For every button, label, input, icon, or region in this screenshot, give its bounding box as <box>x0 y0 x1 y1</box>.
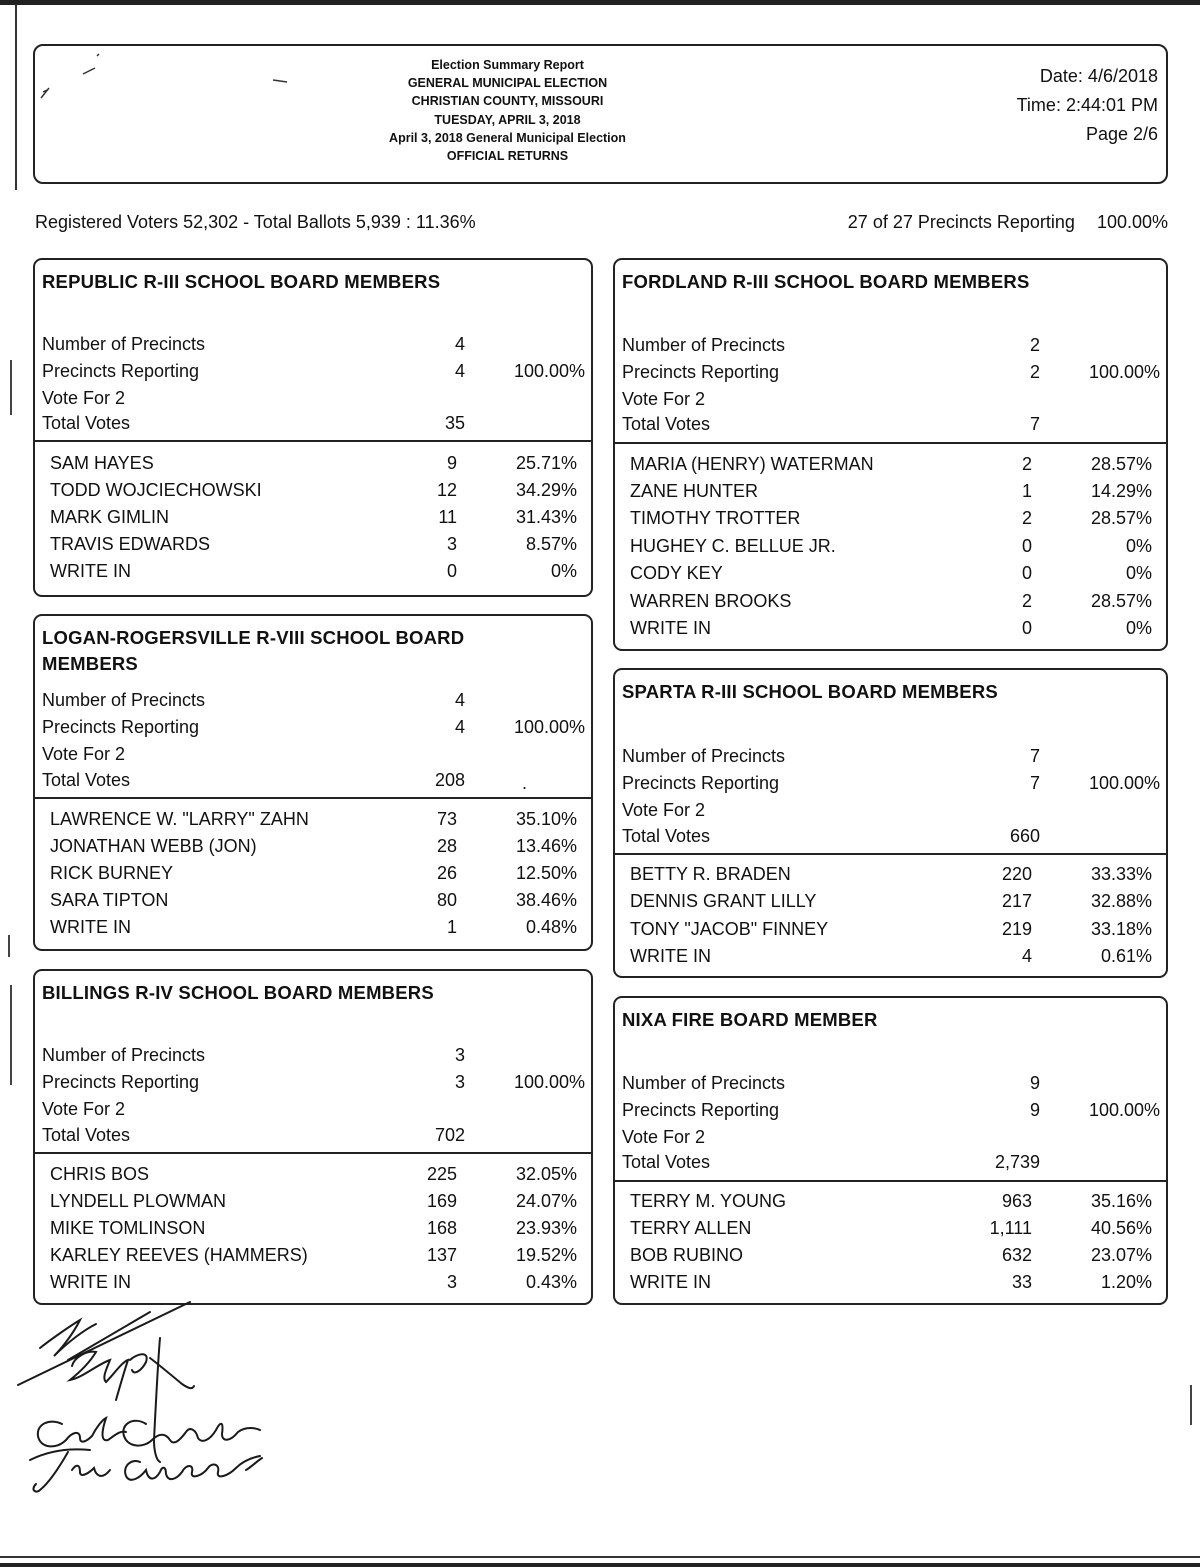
number-of-precincts-row <box>622 332 1166 358</box>
candidate-votes: 73 <box>436 809 457 829</box>
precincts-reporting-row <box>42 1069 591 1095</box>
candidate-row <box>630 533 1166 560</box>
candidate-votes: 26 <box>436 863 457 883</box>
candidate-percent: 35.10% <box>515 809 577 829</box>
candidate-percent: 23.93% <box>515 1218 577 1238</box>
race-title: NIXA FIRE BOARD MEMBER <box>622 1009 878 1030</box>
candidate-percent: 0.48% <box>525 917 577 937</box>
precincts-reporting-row <box>42 358 591 384</box>
candidate-name: WRITE IN <box>630 946 711 966</box>
candidate-name: JONATHAN WEBB (JON) <box>50 836 257 856</box>
candidate-row <box>630 916 1166 943</box>
candidate-votes: 4 <box>1021 946 1032 966</box>
stat-value: 35 <box>444 413 465 433</box>
stat-label: Precincts Reporting <box>42 1072 200 1092</box>
vote-for-row <box>622 1124 1166 1150</box>
candidate-name: MIKE TOMLINSON <box>50 1218 206 1238</box>
candidate-votes: 217 <box>1001 891 1032 911</box>
candidate-name: TERRY ALLEN <box>630 1218 752 1238</box>
total-votes-row <box>622 411 1166 437</box>
candidate-row <box>630 1269 1166 1296</box>
candidate-votes: 632 <box>1001 1245 1032 1265</box>
number-of-precincts-row <box>42 331 591 357</box>
stat-label: Number of Precincts <box>42 690 206 710</box>
precincts-reporting-row <box>622 770 1166 796</box>
total-votes-row <box>42 410 591 436</box>
candidate-name: BETTY R. BRADEN <box>630 864 791 884</box>
candidate-votes: 11 <box>438 507 457 527</box>
candidate-row <box>50 477 591 504</box>
candidate-votes: 12 <box>436 480 457 500</box>
candidate-votes: 168 <box>426 1218 457 1238</box>
scan-tick <box>10 985 12 1085</box>
candidate-percent: 38.46% <box>515 890 577 910</box>
candidate-percent: 31.43% <box>515 507 577 527</box>
candidate-votes: 0 <box>1021 536 1032 556</box>
scan-border-bottom-thick <box>0 1563 1200 1567</box>
candidate-percent: 1.20% <box>1100 1272 1152 1292</box>
candidate-percent: 12.50% <box>515 863 577 883</box>
candidate-percent: 0% <box>1125 563 1152 583</box>
stat-label: Total Votes <box>622 1152 711 1172</box>
candidate-row <box>630 615 1166 642</box>
candidate-votes: 3 <box>446 1272 457 1292</box>
stat-value: 9 <box>1029 1100 1040 1120</box>
candidate-name: WRITE IN <box>630 1272 711 1292</box>
candidate-name: KARLEY REEVES (HAMMERS) <box>50 1245 308 1265</box>
stat-label: Total Votes <box>42 1125 131 1145</box>
handwritten-signatures <box>10 1300 310 1500</box>
candidate-percent: 23.07% <box>1090 1245 1152 1265</box>
stat-percent: 100.00% <box>1088 362 1160 382</box>
stat-value: 7 <box>1029 414 1040 434</box>
candidate-name: TIMOTHY TROTTER <box>630 508 801 528</box>
candidate-row <box>50 1215 591 1242</box>
stat-value: 702 <box>434 1125 465 1145</box>
candidate-name: TRAVIS EDWARDS <box>50 534 211 554</box>
candidate-name: LAWRENCE W. "LARRY" ZAHN <box>50 809 309 829</box>
signature-3 <box>30 1449 262 1491</box>
scan-tick <box>8 935 10 957</box>
total-votes-row <box>622 823 1166 849</box>
precincts-reporting-summary <box>848 212 1168 233</box>
candidate-row <box>630 560 1166 587</box>
candidate-percent: 33.18% <box>1090 919 1152 939</box>
total-votes-row <box>42 767 591 793</box>
stat-value: 4 <box>454 717 465 737</box>
candidate-name: LYNDELL PLOWMAN <box>50 1191 227 1211</box>
report-page: Page 2/6 <box>1085 124 1158 144</box>
candidate-percent: 13.46% <box>515 836 577 856</box>
candidate-votes: 9 <box>446 453 457 473</box>
candidate-row <box>50 1188 591 1215</box>
scan-border-bottom <box>0 1556 1200 1558</box>
report-title-line: Election Summary Report <box>431 58 584 72</box>
stat-value: 4 <box>454 361 465 381</box>
stat-percent: 100.00% <box>513 361 585 381</box>
total-votes-row <box>622 1149 1166 1175</box>
candidate-row <box>630 478 1166 505</box>
candidate-percent: 35.16% <box>1090 1191 1152 1211</box>
vote-for-row <box>42 741 591 767</box>
candidate-percent: 28.57% <box>1090 591 1152 611</box>
stat-value: 208 <box>434 770 465 790</box>
candidate-votes: 137 <box>426 1245 457 1265</box>
stat-value: 9 <box>1029 1073 1040 1093</box>
candidate-percent: 32.88% <box>1090 891 1152 911</box>
candidate-votes: 2 <box>1021 508 1032 528</box>
stat-percent: 100.00% <box>513 1072 585 1092</box>
candidate-name: MARK GIMLIN <box>50 507 170 527</box>
stat-value: 7 <box>1029 746 1040 766</box>
candidate-name: WRITE IN <box>50 917 131 937</box>
divider <box>615 442 1166 444</box>
scan-tick <box>1190 1385 1192 1425</box>
candidate-row <box>50 531 591 558</box>
race-title: LOGAN-ROGERSVILLE R-VIII SCHOOL BOARD MEMBERS <box>42 627 465 674</box>
precincts-reporting-text: 27 of 27 Precincts Reporting <box>847 212 1075 232</box>
candidate-row <box>630 451 1166 478</box>
candidate-row <box>630 1242 1166 1269</box>
candidate-row <box>630 505 1166 532</box>
candidate-row <box>50 887 591 914</box>
registered-voters-summary: Registered Voters 52,302 - Total Ballots 5,939 : 11.36% <box>35 212 476 232</box>
stat-label: Number of Precincts <box>622 335 786 355</box>
candidate-name: CODY KEY <box>630 563 723 583</box>
report-title-line: TUESDAY, APRIL 3, 2018 <box>434 112 581 127</box>
race-billings <box>33 969 593 1305</box>
candidate-row <box>50 558 591 585</box>
vote-for-row <box>622 797 1166 823</box>
candidate-percent: 19.52% <box>515 1245 577 1265</box>
candidate-name: BOB RUBINO <box>630 1245 744 1265</box>
stray-mark: . <box>521 773 527 793</box>
stat-percent: 100.00% <box>513 717 585 737</box>
stat-label: Total Votes <box>42 413 131 433</box>
race-republic <box>33 258 593 597</box>
divider <box>615 1180 1166 1182</box>
stat-value: 2,739 <box>994 1152 1040 1172</box>
candidate-votes: 1,111 <box>989 1218 1032 1238</box>
stat-value: 660 <box>1009 826 1040 846</box>
vote-for-row <box>622 386 1166 412</box>
candidate-percent: 32.05% <box>515 1164 577 1184</box>
candidate-votes: 1 <box>446 917 457 937</box>
candidate-votes: 3 <box>446 534 457 554</box>
candidate-votes: 963 <box>1001 1191 1032 1211</box>
scan-border-top <box>0 0 1200 5</box>
stat-label: Vote For 2 <box>42 1099 126 1119</box>
stat-value: 3 <box>454 1045 465 1065</box>
candidate-row <box>630 861 1166 888</box>
report-title-block <box>335 56 680 165</box>
total-votes-row <box>42 1122 591 1148</box>
candidate-votes: 28 <box>436 836 457 856</box>
stat-label: Precincts Reporting <box>622 773 780 793</box>
divider <box>615 853 1166 855</box>
divider <box>35 1152 591 1154</box>
divider <box>35 797 591 799</box>
candidate-votes: 0 <box>1021 563 1032 583</box>
candidate-name: RICK BURNEY <box>50 863 174 883</box>
candidate-votes: 2 <box>1021 591 1032 611</box>
precincts-reporting-pct: 100.00% <box>1096 212 1168 232</box>
report-header <box>33 44 1168 184</box>
race-title: SPARTA R-III SCHOOL BOARD MEMBERS <box>622 681 998 702</box>
candidate-name: DENNIS GRANT LILLY <box>630 891 817 911</box>
vote-for-row <box>42 385 591 411</box>
stat-value: 4 <box>454 690 465 710</box>
race-fordland <box>613 258 1168 651</box>
stat-label: Number of Precincts <box>622 1073 786 1093</box>
race-title: BILLINGS R-IV SCHOOL BOARD MEMBERS <box>42 982 434 1003</box>
candidate-votes: 220 <box>1001 864 1032 884</box>
stat-label: Precincts Reporting <box>622 362 780 382</box>
report-time: Time: 2:44:01 PM <box>1016 95 1158 115</box>
candidate-percent: 40.56% <box>1090 1218 1152 1238</box>
candidate-votes: 33 <box>1011 1272 1032 1292</box>
stat-label: Total Votes <box>622 414 711 434</box>
candidate-row <box>630 1188 1166 1215</box>
report-title-line: GENERAL MUNICIPAL ELECTION <box>407 76 608 91</box>
candidate-percent: 0.43% <box>525 1272 577 1292</box>
stat-label: Total Votes <box>622 826 711 846</box>
candidate-name: TONY "JACOB" FINNEY <box>630 919 829 939</box>
stat-value: 2 <box>1029 335 1040 355</box>
scan-border-left <box>15 5 17 190</box>
candidate-percent: 28.57% <box>1090 508 1152 528</box>
vote-for-row <box>42 1096 591 1122</box>
candidate-row <box>50 1269 591 1296</box>
stat-label: Vote For 2 <box>42 744 126 764</box>
candidate-name: WRITE IN <box>630 618 711 638</box>
candidate-percent: 0% <box>1125 618 1152 638</box>
candidate-row <box>630 943 1166 970</box>
scan-marks <box>35 46 335 126</box>
candidate-votes: 2 <box>1021 454 1032 474</box>
report-title-line: CHRISTIAN COUNTY, MISSOURI <box>411 94 604 109</box>
number-of-precincts-row <box>42 687 591 713</box>
stat-value: 3 <box>454 1072 465 1092</box>
candidate-votes: 0 <box>446 561 457 581</box>
candidate-row <box>50 833 591 860</box>
candidate-percent: 33.33% <box>1090 864 1152 884</box>
candidate-name: TERRY M. YOUNG <box>630 1191 787 1211</box>
candidate-percent: 0.61% <box>1100 946 1152 966</box>
candidate-name: TODD WOJCIECHOWSKI <box>50 480 262 500</box>
candidate-row <box>50 504 591 531</box>
candidate-name: CHRIS BOS <box>50 1164 150 1184</box>
stat-label: Precincts Reporting <box>42 717 200 737</box>
report-date: Date: 4/6/2018 <box>1039 66 1158 86</box>
candidate-name: ZANE HUNTER <box>630 481 759 501</box>
candidate-name: WARREN BROOKS <box>630 591 792 611</box>
candidate-row <box>50 860 591 887</box>
candidate-percent: 24.07% <box>515 1191 577 1211</box>
number-of-precincts-row <box>42 1042 591 1068</box>
candidate-name: HUGHEY C. BELLUE JR. <box>630 536 836 556</box>
stat-label: Vote For 2 <box>622 800 706 820</box>
candidate-percent: 14.29% <box>1090 481 1152 501</box>
race-title: REPUBLIC R-III SCHOOL BOARD MEMBERS <box>42 271 441 292</box>
stat-value: 4 <box>454 334 465 354</box>
candidate-percent: 28.57% <box>1090 454 1152 474</box>
divider <box>35 440 591 442</box>
candidate-name: MARIA (HENRY) WATERMAN <box>630 454 874 474</box>
stat-label: Precincts Reporting <box>42 361 200 381</box>
stat-label: Vote For 2 <box>622 1127 706 1147</box>
candidate-name: WRITE IN <box>50 561 131 581</box>
stat-label: Number of Precincts <box>42 1045 206 1065</box>
report-title-line: OFFICIAL RETURNS <box>446 149 569 164</box>
stat-label: Vote For 2 <box>622 389 706 409</box>
stat-percent: 100.00% <box>1088 773 1160 793</box>
precincts-reporting-row <box>622 359 1166 385</box>
candidate-row <box>50 806 591 833</box>
candidate-votes: 169 <box>426 1191 457 1211</box>
race-logan-rogersville <box>33 614 593 951</box>
race-nixa-fire <box>613 996 1168 1305</box>
number-of-precincts-row <box>622 1070 1166 1096</box>
candidate-row <box>630 588 1166 615</box>
stat-label: Precincts Reporting <box>622 1100 780 1120</box>
candidate-votes: 0 <box>1021 618 1032 638</box>
candidate-percent: 25.71% <box>515 453 577 473</box>
candidate-votes: 225 <box>426 1164 457 1184</box>
scan-tick <box>10 360 12 415</box>
candidate-row <box>630 1215 1166 1242</box>
candidate-row <box>50 914 591 941</box>
number-of-precincts-row <box>622 743 1166 769</box>
stat-percent: 100.00% <box>1088 1100 1160 1120</box>
stat-label: Number of Precincts <box>622 746 786 766</box>
candidate-name: WRITE IN <box>50 1272 131 1292</box>
signature-1 <box>18 1302 194 1400</box>
stat-value: 2 <box>1029 362 1040 382</box>
report-meta <box>1017 62 1158 149</box>
candidate-percent: 34.29% <box>515 480 577 500</box>
candidate-percent: 0% <box>1125 536 1152 556</box>
precincts-reporting-row <box>42 714 591 740</box>
stat-label: Total Votes <box>42 770 131 790</box>
race-sparta <box>613 668 1168 978</box>
stat-label: Vote For 2 <box>42 388 126 408</box>
candidate-name: SAM HAYES <box>50 453 154 473</box>
candidate-votes: 219 <box>1001 919 1032 939</box>
candidate-votes: 1 <box>1021 481 1032 501</box>
candidate-votes: 80 <box>436 890 457 910</box>
candidate-percent: 0% <box>550 561 577 581</box>
signature-2 <box>38 1338 260 1462</box>
candidate-name: SARA TIPTON <box>50 890 169 910</box>
candidate-row <box>50 450 591 477</box>
candidate-row <box>630 888 1166 915</box>
stat-label: Number of Precincts <box>42 334 206 354</box>
candidate-row <box>50 1161 591 1188</box>
race-title: FORDLAND R-III SCHOOL BOARD MEMBERS <box>622 271 1030 292</box>
precincts-reporting-row <box>622 1097 1166 1123</box>
stat-value: 7 <box>1029 773 1040 793</box>
candidate-percent: 8.57% <box>525 534 577 554</box>
candidate-row <box>50 1242 591 1269</box>
report-title-line: April 3, 2018 General Municipal Election <box>389 130 626 145</box>
